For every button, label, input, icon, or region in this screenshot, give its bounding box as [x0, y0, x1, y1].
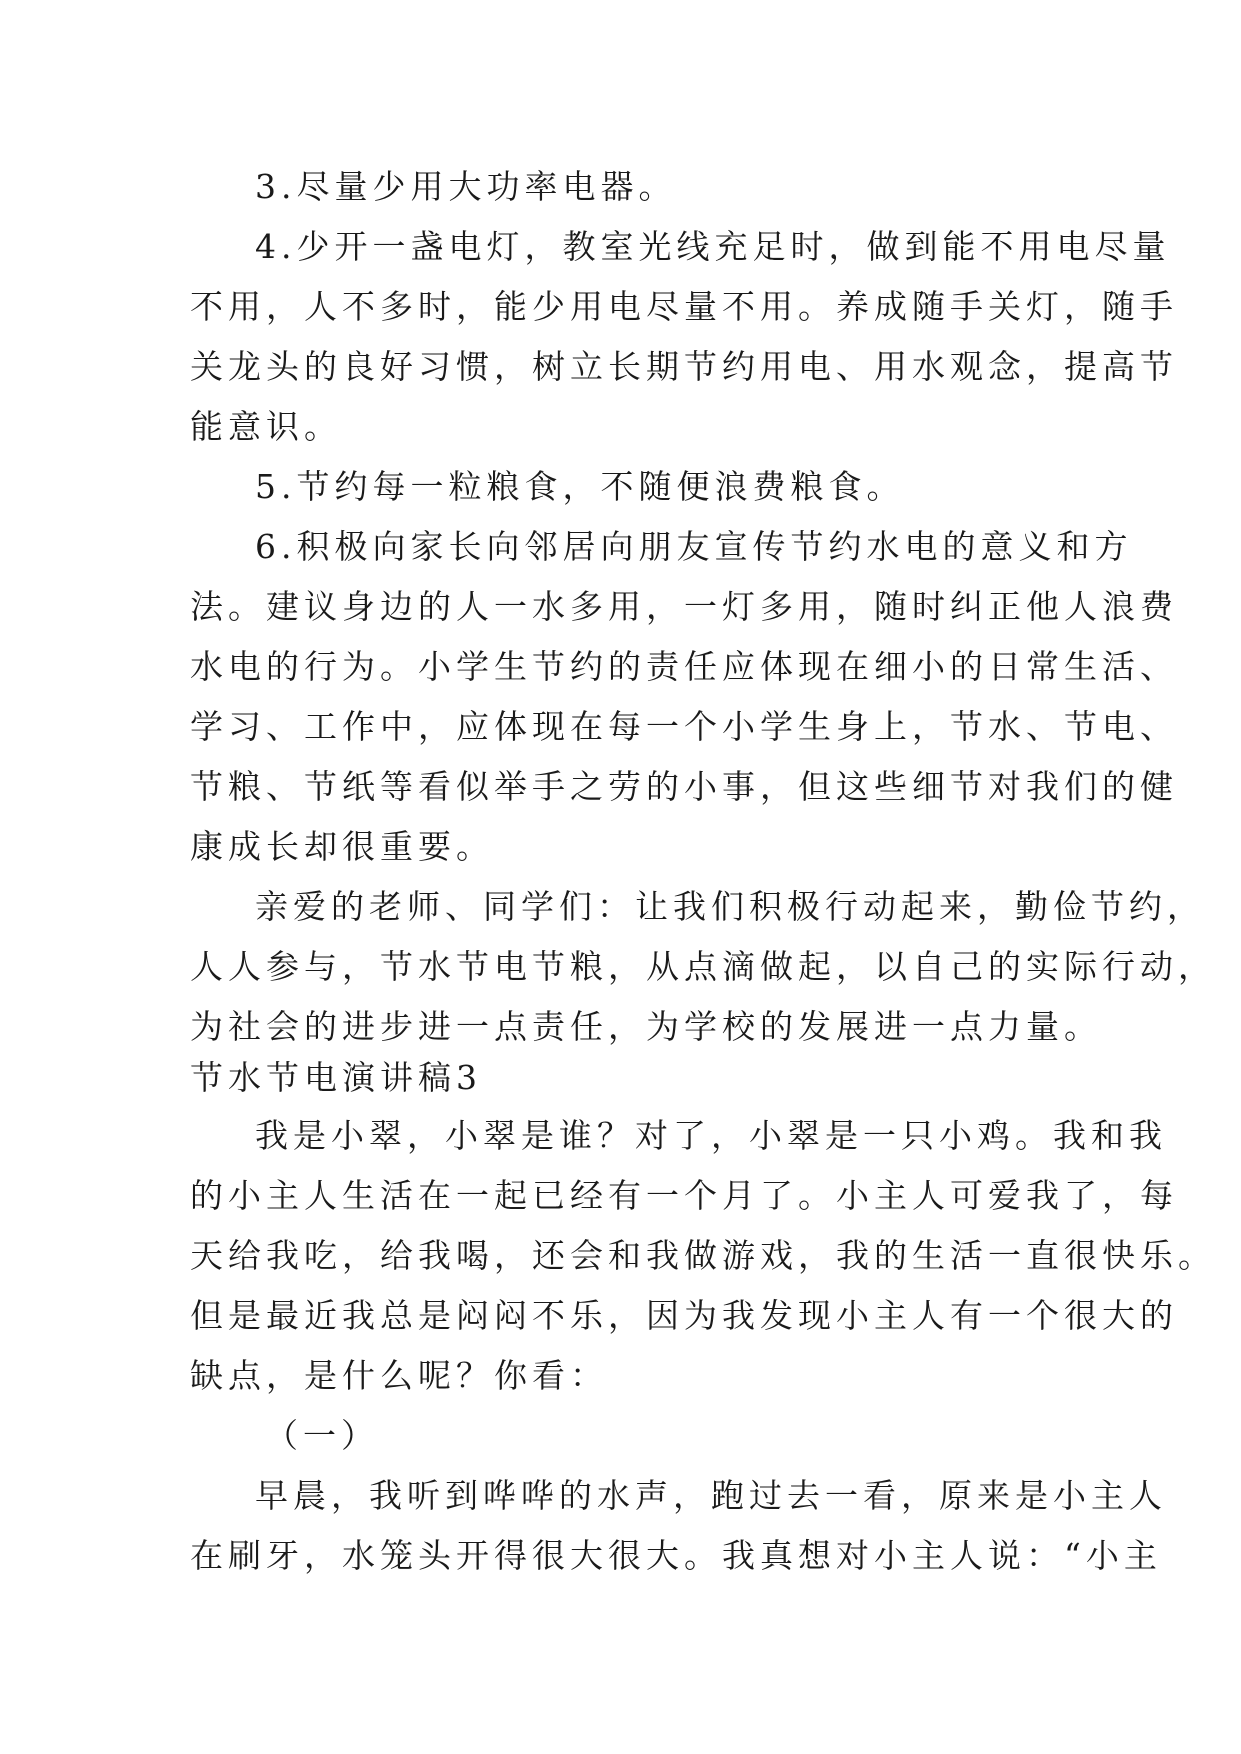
- text-line: 3.尽量少用大功率电器。: [255, 167, 677, 206]
- text-line: 天给我吃，给我喝，还会和我做游戏，我的生活一直很快乐。: [190, 1236, 1216, 1275]
- text-line: 不用，人不多时，能少用电尽量不用。养成随手关灯，随手: [190, 287, 1178, 326]
- text-line: 但是最近我总是闷闷不乐，因为我发现小主人有一个很大的: [190, 1296, 1178, 1335]
- text-line: 我是小翠，小翠是谁？对了，小翠是一只小鸡。我和我: [255, 1116, 1167, 1155]
- text-line: 亲爱的老师、同学们：让我们积极行动起来，勤俭节约，: [255, 887, 1205, 926]
- text-line: 6.积极向家长向邻居向朋友宣传节约水电的意义和方: [255, 527, 1133, 566]
- text-line: 节粮、节纸等看似举手之劳的小事，但这些细节对我们的健: [190, 767, 1178, 806]
- text-line: 康成长却很重要。: [190, 827, 494, 866]
- text-line: 在刷牙，水笼头开得很大很大。我真想对小主人说：“小主: [190, 1536, 1162, 1575]
- text-line: 人人参与，节水节电节粮，从点滴做起，以自己的实际行动，: [190, 947, 1216, 986]
- text-line: 能意识。: [190, 407, 342, 446]
- text-line: 4.少开一盏电灯，教室光线充足时，做到能不用电尽量: [255, 227, 1171, 266]
- text-line: 关龙头的良好习惯，树立长期节约用电、用水观念，提高节: [190, 347, 1178, 386]
- text-line: 早晨，我听到哗哗的水声，跑过去一看，原来是小主人: [255, 1476, 1167, 1515]
- section-heading: 节水节电演讲稿3: [190, 1058, 482, 1097]
- text-line: 5.节约每一粒粮食，不随便浪费粮食。: [255, 467, 905, 506]
- text-line: 学习、工作中，应体现在每一个小学生身上，节水、节电、: [190, 707, 1178, 746]
- text-line: 水电的行为。小学生节约的责任应体现在细小的日常生活、: [190, 647, 1178, 686]
- subsection-marker: （一）: [265, 1416, 379, 1455]
- text-line: 的小主人生活在一起已经有一个月了。小主人可爱我了，每: [190, 1176, 1178, 1215]
- text-line: 缺点，是什么呢？你看：: [190, 1356, 608, 1395]
- text-line: 为社会的进步进一点责任，为学校的发展进一点力量。: [190, 1007, 1102, 1046]
- text-line: 法。建议身边的人一水多用，一灯多用，随时纠正他人浪费: [190, 587, 1178, 626]
